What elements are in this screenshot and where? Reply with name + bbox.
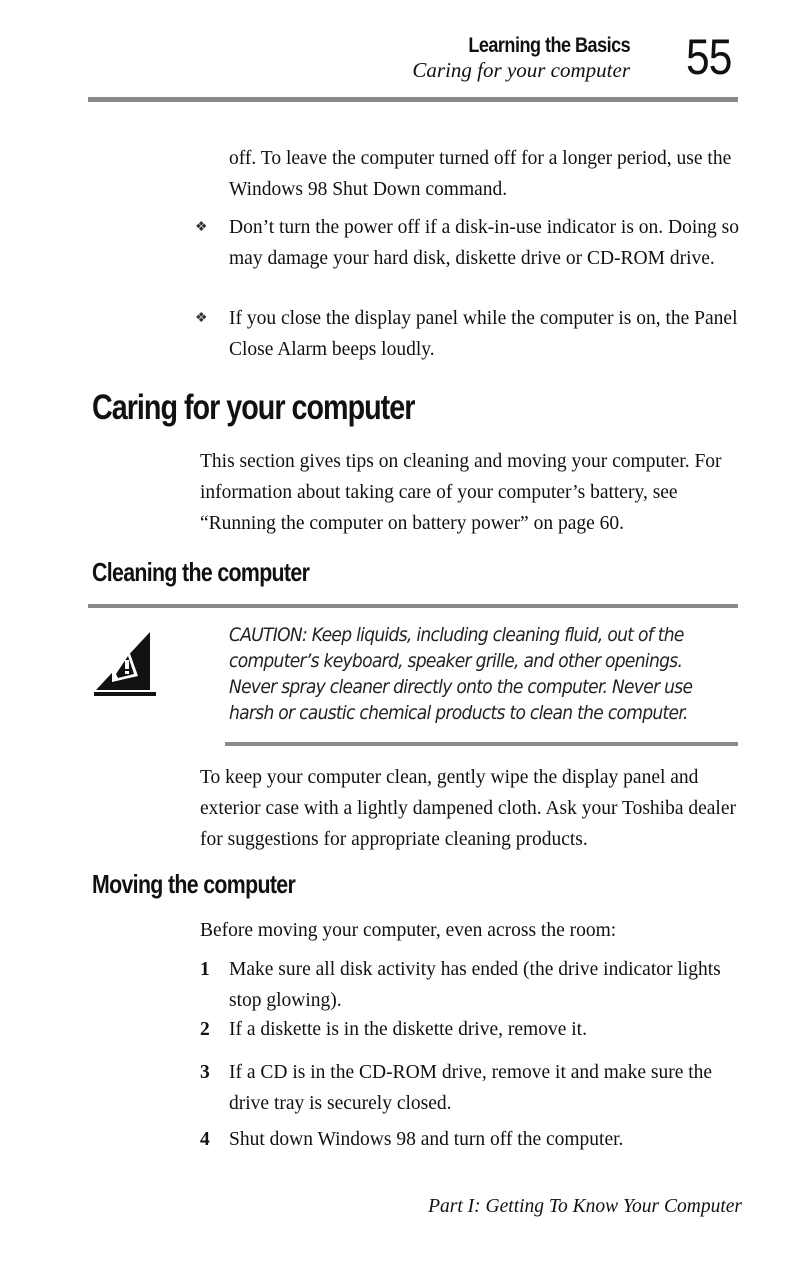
section-heading-caring: Caring for your computer: [92, 388, 415, 427]
step-number: 2: [200, 1019, 210, 1040]
running-footer: Part I: Getting To Know Your Computer: [428, 1196, 742, 1217]
subsection-heading-moving: Moving the computer: [92, 869, 296, 899]
bullet-icon: ❖: [195, 220, 208, 235]
step-text: If a CD is in the CD-ROM drive, remove it and make sure the drive tray is securely closed.: [229, 1062, 713, 1114]
step-number: 3: [200, 1062, 210, 1083]
bullet-text: Don’t turn the power off if a disk-in-use indicator is on. Doing so may damage your hard disk, diskette drive or CD-ROM drive.: [229, 217, 739, 269]
caring-intro-paragraph: This section gives tips on cleaning and moving your computer. For information about taking care of your computer’s battery, see “Running the computer on battery power” on page 60.: [200, 451, 722, 534]
subsection-heading-cleaning: Cleaning the computer: [92, 557, 310, 587]
header-rule: [88, 97, 738, 102]
page-number: 55: [686, 29, 732, 85]
caution-bottom-rule: [225, 742, 738, 746]
caution-top-rule: [88, 604, 738, 608]
step-text: Make sure all disk activity has ended (the drive indicator lights stop glowing).: [229, 959, 721, 1011]
cleaning-paragraph: To keep your computer clean, gently wipe the display panel and exterior case with a lightly dampened cloth. Ask your Toshiba dealer for suggestions for appropriate cleaning products.: [200, 767, 737, 850]
caution-text: CAUTION: Keep liquids, including cleaning fluid, out of the computer’s keyboard, speaker grille, and other openings. Never spray cleaner directly onto the computer. Never use harsh or caustic chemical products to clean the computer.: [229, 624, 693, 724]
running-header-section: Learning the Basics: [468, 34, 630, 57]
moving-intro-paragraph: Before moving your computer, even across the room:: [200, 920, 617, 941]
bullet-text: If you close the display panel while the computer is on, the Panel Close Alarm beeps loudly.: [229, 308, 738, 360]
continued-paragraph: off. To leave the computer turned off for a longer period, use the Windows 98 Shut Down command.: [229, 148, 732, 200]
running-header-subsection: Caring for your computer: [412, 58, 630, 82]
step-number: 4: [200, 1129, 210, 1150]
step-text: If a diskette is in the diskette drive, remove it.: [229, 1019, 587, 1040]
warning-triangle-icon: [92, 624, 162, 696]
step-text: Shut down Windows 98 and turn off the computer.: [229, 1129, 624, 1150]
bullet-icon: ❖: [195, 311, 208, 326]
step-number: 1: [200, 959, 210, 980]
